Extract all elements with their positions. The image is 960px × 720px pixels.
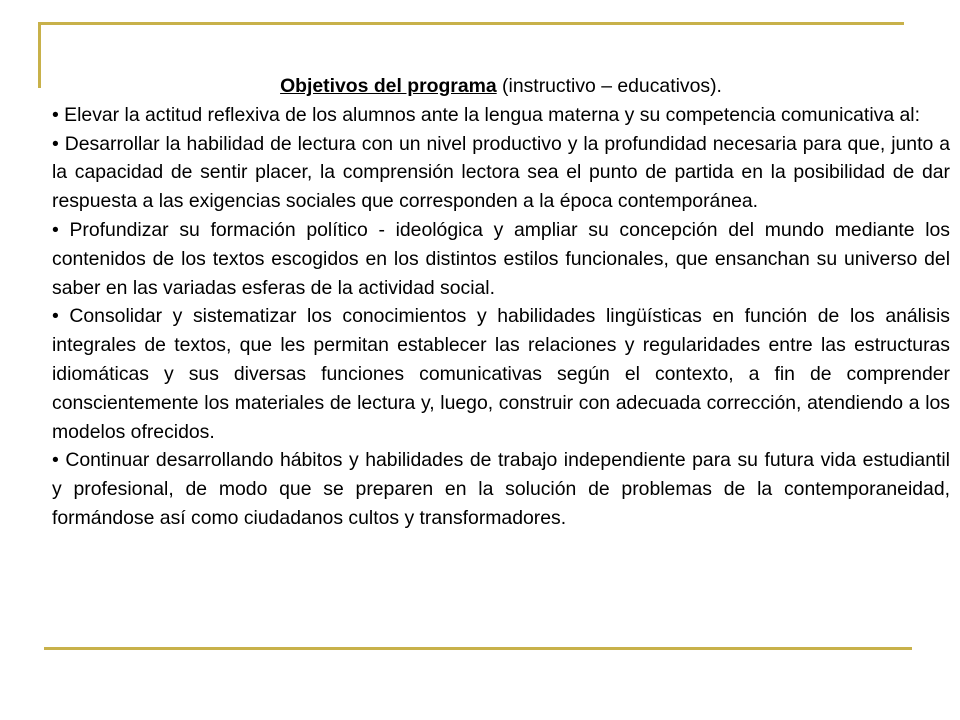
bullet-item-3: • Profundizar su formación político - ideológica y ampliar su concepción del mundo mediante los contenidos de los textos escogidos en los distintos estilos funcionales, que ensanchan su universo del saber en las variadas esferas de la actividad social. (52, 218, 950, 299)
slide-title (52, 72, 950, 101)
slide-title-main: Objetivos del programa (280, 75, 497, 97)
bullet-item-4: • Consolidar y sistematizar los conocimientos y habilidades lingüísticas en función de los análisis integrales de textos, que les permitan establecer las relaciones y regularidades entre las estructuras idiomáticas y sus diversas funciones comunicativas según el contexto, a fin de comprender conscientemente los materiales de lectura y, luego, construir con adecuada corrección, atendiendo a los modelos ofrecidos. (52, 305, 950, 443)
slide-title-subtitle: (instructivo – educativos). (496, 75, 722, 97)
bullet-item-2: • Desarrollar la habilidad de lectura con un nivel productivo y la profundidad necesaria para que, junto a la capacidad de sentir placer, la comprensión lectora sea el punto de partida en la posibilidad de dar respuesta a las exigencias sociales que corresponden a la época contemporánea. (52, 132, 950, 213)
left-decorative-line (38, 22, 41, 88)
bottom-decorative-line (44, 647, 912, 650)
slide-content (52, 72, 950, 533)
bullet-item-1: • Elevar la actitud reflexiva de los alumnos ante la lengua materna y su competencia comunicativa al: (52, 103, 920, 126)
bullet-item-5: • Continuar desarrollando hábitos y habilidades de trabajo independiente para su futura vida estudiantil y profesional, de modo que se preparen en la solución de problemas de la contemporaneidad, formándose así como ciudadanos cultos y transformadores. (52, 449, 950, 529)
top-decorative-line (40, 22, 904, 25)
